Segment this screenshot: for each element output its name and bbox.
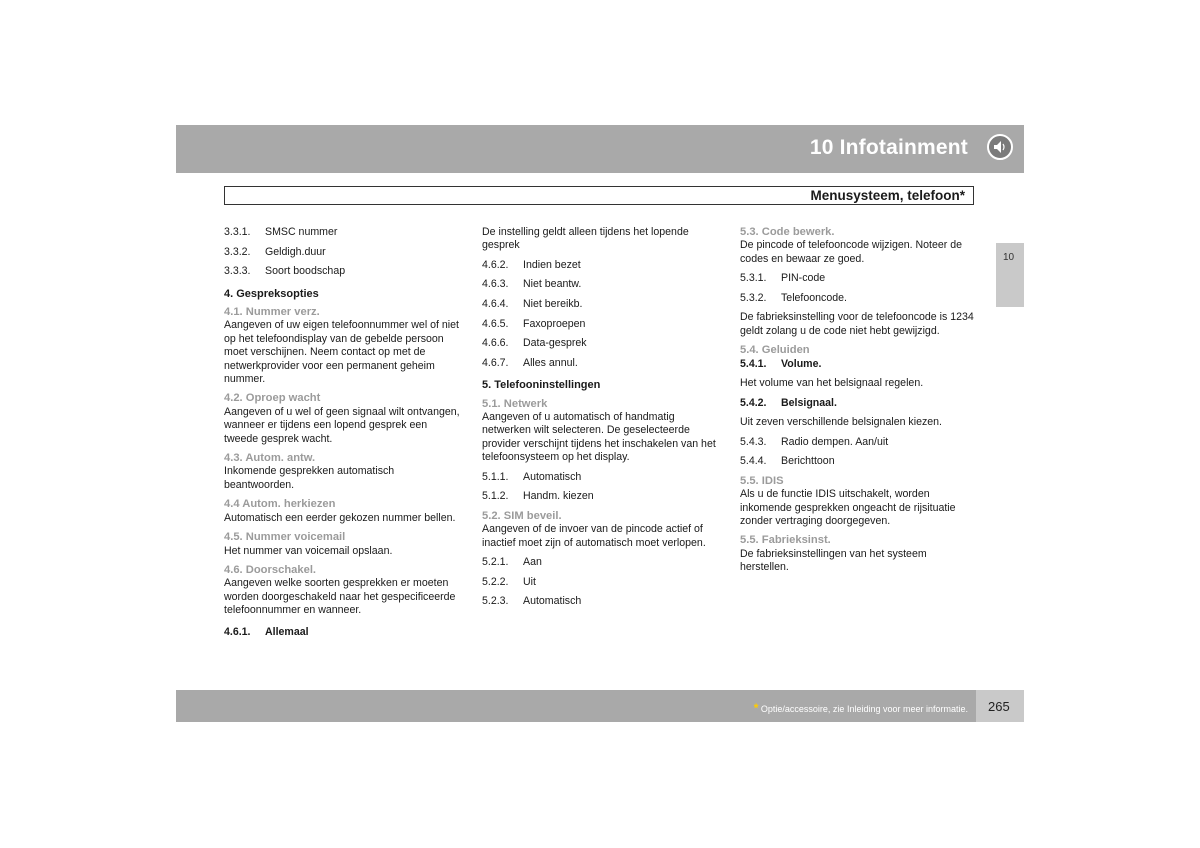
paragraph: De pincode of telefooncode wijzigen. Noteer de codes en bewaar ze goed. <box>740 239 963 265</box>
speaker-icon <box>987 134 1013 160</box>
subheading: 4.3. Autom. antw. <box>224 452 316 465</box>
section-header <box>224 186 974 205</box>
page-number: 265 <box>988 699 1010 714</box>
subheading: 4.4 Autom. herkiezen <box>224 498 336 511</box>
column-2 <box>482 226 718 615</box>
chapter-side-tab <box>996 243 1024 307</box>
page-number-box <box>976 690 1024 722</box>
paragraph: Aangeven of de invoer van de pincode actief of inactief moet zijn of automatisch moet verlopen. <box>482 523 706 549</box>
list-item: 4.6.5. Faxoproepen <box>482 317 586 330</box>
subheading: 4.2. Oproep wacht <box>224 392 321 405</box>
paragraph: Aangeven of uw eigen telefoonnummer wel of niet op het telefoondisplay van de gebelde persoon moet verschijnen. Neem contact op met de netwerkprovider voor een permanent geheim nummer. <box>224 319 459 386</box>
list-item: 3.3.3. Soort boodschap <box>224 265 346 278</box>
paragraph: De fabrieksinstellingen van het systeem herstellen. <box>740 547 927 574</box>
list-item: 5.2.2. Uit <box>482 575 536 588</box>
paragraph: De instelling geldt alleen tijdens het lopende gesprek <box>482 226 689 252</box>
paragraph: Aangeven of u automatisch of handmatig netwerken wilt selecteren. De geselecteerde provider verschijnt tijdens het inschakelen van het telefoonsysteem op het display. <box>482 411 716 464</box>
paragraph: Automatisch een eerder gekozen nummer bellen. <box>224 511 456 524</box>
subheading: 5.2. SIM beveil. <box>482 509 562 522</box>
paragraph: Als u de functie IDIS uitschakelt, worden inkomende gesprekken ongeacht de rijsituatie zonder vertraging doorgegeven. <box>740 488 956 528</box>
chapter-header <box>176 125 1024 173</box>
heading-gespreksopties: 4. Gespreksopties <box>224 287 319 300</box>
subheading: 5.4. Geluiden <box>740 344 810 357</box>
list-item: 5.1.1. Automatisch <box>482 470 582 483</box>
subheading: 4.1. Nummer verz. <box>224 306 320 318</box>
list-item: 5.4.2. Belsignaal. <box>740 396 837 409</box>
paragraph: Het volume van het belsignaal regelen. <box>740 377 924 390</box>
subheading: 5.1. Netwerk <box>482 397 548 410</box>
column-1 <box>224 226 460 645</box>
list-item: 5.3.1. PIN-code <box>740 272 826 285</box>
footer-band <box>176 690 976 722</box>
list-item: 5.1.2. Handm. kiezen <box>482 490 594 503</box>
list-item: 4.6.3. Niet beantw. <box>482 278 582 291</box>
list-item: 5.2.3. Automatisch <box>482 595 582 608</box>
paragraph: Uit zeven verschillende belsignalen kiezen. <box>740 416 942 429</box>
paragraph: Het nummer van voicemail opslaan. <box>224 544 393 557</box>
list-item: 5.3.2. Telefooncode. <box>740 291 847 304</box>
footnote-star: * <box>753 701 759 715</box>
list-item: 4.6.2. Indien bezet <box>482 258 581 271</box>
footnote-text: Optie/accessoire, zie Inleiding voor meer informatie. <box>760 704 968 714</box>
list-item: 3.3.1. SMSC nummer <box>224 226 338 238</box>
subheading: 4.6. Doorschakel. <box>224 563 317 576</box>
section-title: Menusysteem, telefoon* <box>810 188 965 203</box>
footnote <box>754 701 968 715</box>
list-item: 4.6.6. Data-gesprek <box>482 337 587 350</box>
column-3 <box>740 226 976 581</box>
paragraph: Inkomende gesprekken automatisch beantwoorden. <box>224 465 395 491</box>
list-item: 5.4.4. Berichttoon <box>740 455 835 468</box>
chapter-title: 10 Infotainment <box>809 136 968 159</box>
subheading: 5.3. Code bewerk. <box>740 226 835 238</box>
subheading: 5.5. Fabrieksinst. <box>740 534 831 547</box>
heading-telefooninstellingen: 5. Telefooninstellingen <box>482 379 601 392</box>
subheading: 4.5. Nummer voicemail <box>224 531 346 544</box>
paragraph: Aangeven of u wel of geen signaal wilt ontvangen, wanneer er tijdens een lopend gesprek een tweede gesprek wacht. <box>224 405 460 445</box>
chapter-icon-box <box>977 125 1024 173</box>
list-item: 4.6.1. Allemaal <box>224 625 309 638</box>
list-item: 3.3.2. Geldigh.duur <box>224 245 326 258</box>
side-tab-label: 10 <box>1003 252 1015 263</box>
paragraph: Aangeven welke soorten gesprekken er moeten worden doorgeschakeld naar het gespecificeerde telefoonnummer en wanneer. <box>224 577 456 617</box>
list-item: 5.4.3. Radio dempen. Aan/uit <box>740 435 889 448</box>
subheading: 5.5. IDIS <box>740 474 784 487</box>
list-item: 5.2.1. Aan <box>482 556 542 569</box>
list-item: 5.4.1. Volume. <box>740 357 822 370</box>
list-item: 4.6.7. Alles annul. <box>482 356 578 369</box>
paragraph: De fabrieksinstelling voor de telefooncode is 1234 geldt zolang u de code niet hebt gewijzigd. <box>740 311 974 337</box>
list-item: 4.6.4. Niet bereikb. <box>482 298 583 310</box>
